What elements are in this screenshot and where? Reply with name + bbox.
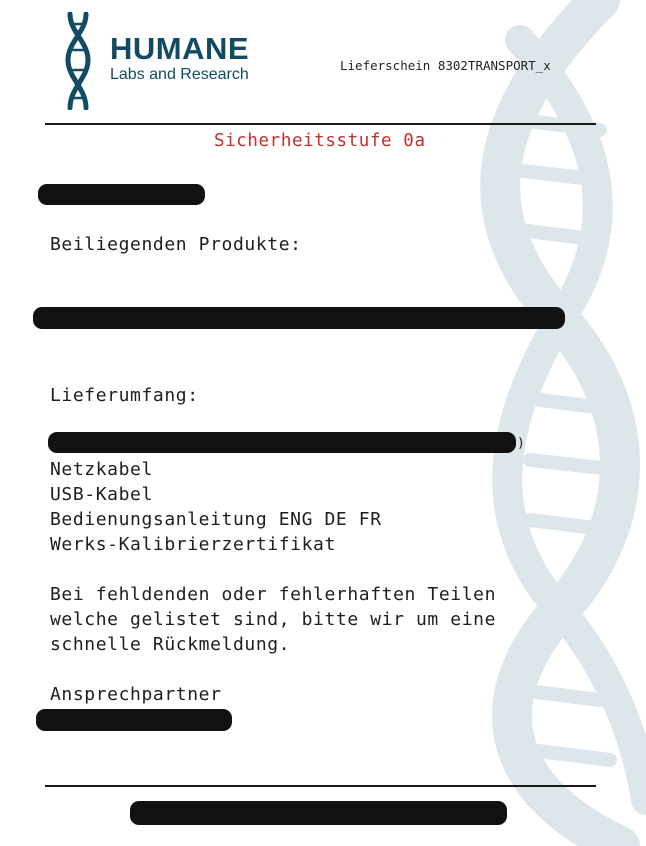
redacted-contact (36, 709, 232, 731)
brand-subtitle: Labs and Research (110, 66, 249, 83)
notice-line: Bei fehldenden oder fehlerhaften Teilen (50, 584, 497, 605)
scope-list (50, 457, 496, 707)
notice-line: schnelle Rückmeldung. (50, 634, 291, 655)
brand-block (110, 33, 249, 84)
security-level: Sicherheitsstufe 0a (214, 131, 426, 151)
products-label: Beiliegenden Produkte: (50, 234, 302, 255)
list-item: Netzkabel (50, 459, 153, 480)
header-divider (45, 123, 596, 125)
redacted-footer (130, 801, 507, 825)
redacted-scope-item (48, 432, 516, 453)
list-item: USB-Kabel (50, 484, 153, 505)
redacted-line-suffix: ) (517, 436, 526, 451)
list-item: Werks-Kalibrierzertifikat (50, 534, 336, 555)
brand-name: HUMANE (110, 31, 250, 66)
redacted-products (33, 307, 565, 329)
document-id: Lieferschein 8302TRANSPORT_x (340, 58, 551, 73)
footer-divider (45, 785, 596, 787)
contact-label: Ansprechpartner (50, 684, 222, 705)
list-item: Bedienungsanleitung ENG DE FR (50, 509, 382, 530)
dna-logo-icon (62, 12, 94, 110)
scope-label: Lieferumfang: (50, 385, 199, 406)
redacted-recipient (38, 184, 205, 205)
notice-line: welche gelistet sind, bitte wir um eine (50, 609, 497, 630)
